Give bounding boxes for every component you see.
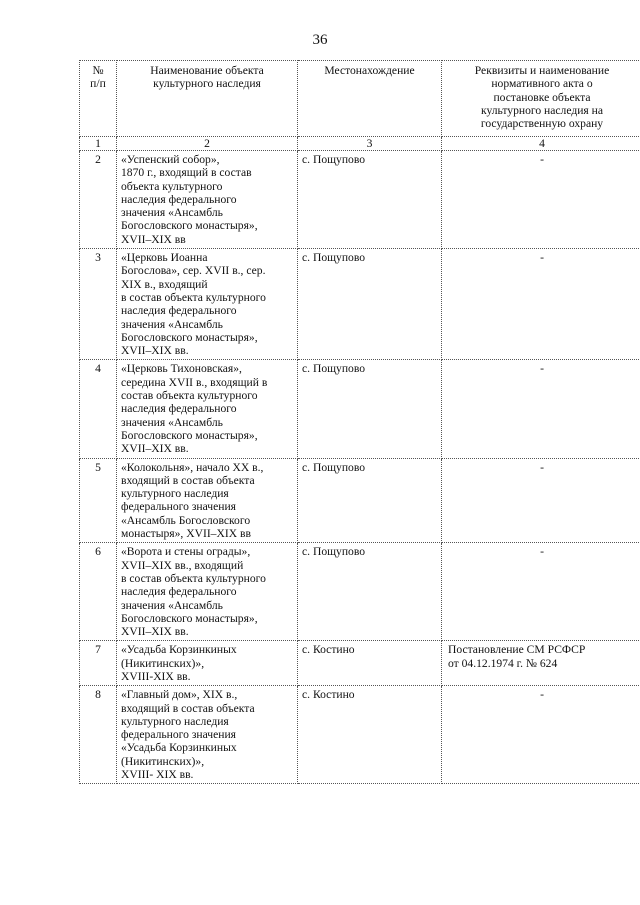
normative-act: - <box>442 686 640 784</box>
object-name: «Ворота и стены ограды», XVII–XIX вв., входящий в состав объекта культурного наследия федерального значения «Ансамбль Богословского монастыря», XVII–XIX вв. <box>117 543 298 641</box>
column-number: 2 <box>117 137 298 151</box>
object-name: «Церковь Тихоновская», середина XVII в., входящий в состав объекта культурного наследия федерального значения «Ансамбль Богословского монастыря», XVII–XIX вв. <box>117 360 298 458</box>
normative-act: - <box>442 543 640 641</box>
table-header-row <box>80 61 640 137</box>
row-number: 6 <box>80 543 117 641</box>
table-row <box>80 641 640 686</box>
object-name: «Колокольня», начало XX в., входящий в состав объекта культурного наследия федерального значения «Ансамбль Богословского монастыря», XVII–XIX вв <box>117 458 298 543</box>
column-number: 1 <box>80 137 117 151</box>
object-location: с. Костино <box>298 686 442 784</box>
object-location: с. Пощупово <box>298 249 442 360</box>
table-row <box>80 151 640 249</box>
heritage-objects-table <box>79 60 640 784</box>
table-row <box>80 543 640 641</box>
header-object-name: Наименование объекта культурного наследия <box>117 61 298 137</box>
row-number: 4 <box>80 360 117 458</box>
object-name: «Главный дом», XIX в., входящий в состав объекта культурного наследия федерального значения «Усадьба Корзинкиных (Никитинских)», XVIII- XIX вв. <box>117 686 298 784</box>
row-number: 5 <box>80 458 117 543</box>
table-row <box>80 249 640 360</box>
row-number: 3 <box>80 249 117 360</box>
table-row <box>80 458 640 543</box>
table-row <box>80 686 640 784</box>
row-number: 8 <box>80 686 117 784</box>
object-name: «Усадьба Корзинкиных (Никитинских)», XVIII-XIX вв. <box>117 641 298 686</box>
column-number: 4 <box>442 137 640 151</box>
normative-act: - <box>442 458 640 543</box>
header-normative-act: Реквизиты и наименование нормативного акта о постановке объекта культурного наследия на государственную охрану <box>442 61 640 137</box>
object-name: «Успенский собор», 1870 г., входящий в состав объекта культурного наследия федерального значения «Ансамбль Богословского монастыря», XVII–XIX вв <box>117 151 298 249</box>
table-row <box>80 360 640 458</box>
object-location: с. Пощупово <box>298 543 442 641</box>
row-number: 7 <box>80 641 117 686</box>
header-number: № п/п <box>80 61 117 137</box>
header-location: Местонахождение <box>298 61 442 137</box>
object-location: с. Пощупово <box>298 360 442 458</box>
object-location: с. Пощупово <box>298 151 442 249</box>
object-name: «Церковь Иоанна Богослова», сер. XVII в., сер. XIX в., входящий в состав объекта культурного наследия федерального значения «Ансамбль Богословского монастыря», XVII–XIX вв. <box>117 249 298 360</box>
object-location: с. Пощупово <box>298 458 442 543</box>
normative-act: - <box>442 151 640 249</box>
object-location: с. Костино <box>298 641 442 686</box>
column-numbering-row <box>80 137 640 151</box>
column-number: 3 <box>298 137 442 151</box>
normative-act: - <box>442 249 640 360</box>
normative-act: Постановление СМ РСФСР от 04.12.1974 г. № 624 <box>442 641 640 686</box>
row-number: 2 <box>80 151 117 249</box>
page-number: 36 <box>312 32 328 48</box>
normative-act: - <box>442 360 640 458</box>
